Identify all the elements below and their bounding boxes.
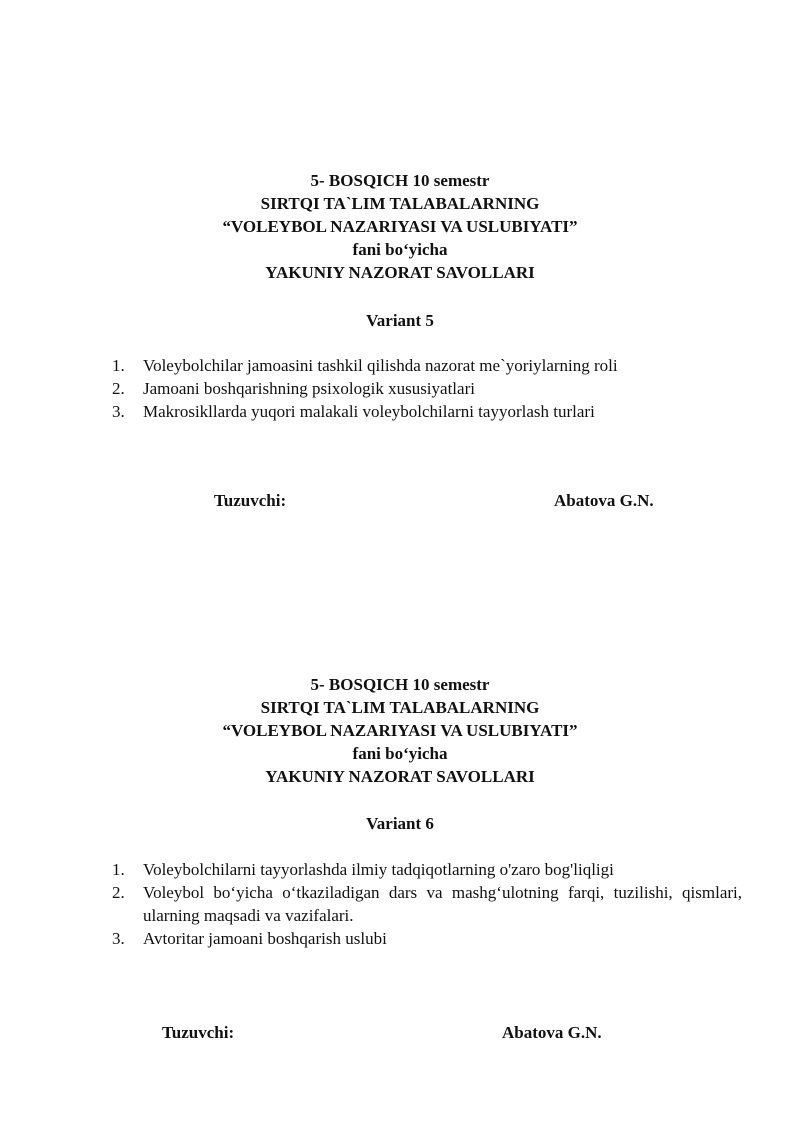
header-final-questions: YAKUNIY NAZORAT SAVOLLARI [265, 767, 535, 786]
question-text: Avtoritar jamoani boshqarish uslubi [143, 929, 387, 948]
variant-6-header [0, 673, 800, 788]
question-number: 2. [112, 379, 125, 398]
header-stage-semester: 5- BOSQICH 10 semestr [310, 171, 490, 190]
list-item [112, 377, 742, 400]
question-text: Jamoani boshqarishning psixologik xususiyatlari [143, 379, 475, 398]
question-number: 2. [112, 883, 125, 902]
question-text: Voleybolchilar jamoasini tashkil qilishda nazorat me`yoriylarning roli [143, 356, 618, 375]
list-item [112, 858, 742, 881]
variant-6-signature-label: Tuzuvchi: [162, 1023, 235, 1042]
header-students: SIRTQI TA`LIM TALABALARNING [260, 698, 540, 717]
variant-6-signature-name: Abatova G.N. [502, 1023, 602, 1042]
header-stage-semester: 5- BOSQICH 10 semestr [310, 675, 490, 694]
question-number: 3. [112, 929, 125, 948]
variant-5-header [0, 169, 800, 284]
list-item [112, 354, 742, 377]
variant-5-signature-label: Tuzuvchi: [214, 491, 287, 510]
variant-5-signature-name: Abatova G.N. [554, 491, 654, 510]
variant-6-question-list [112, 858, 742, 950]
header-subject: “VOLEYBOL NAZARIYASI VA USLUBIYATI” [222, 217, 578, 236]
list-item [112, 927, 742, 950]
question-text: Makrosikllarda yuqori malakali voleybolchilarni tayyorlash turlari [143, 402, 595, 421]
header-by-subject: fani bo‘yicha [352, 240, 448, 259]
question-text: Voleybol bo‘yicha o‘tkaziladigan dars va mashg‘ulotning farqi, tuzilishi, qismlari, ularning maqsadi va vazifalari. [143, 883, 742, 925]
list-item [112, 400, 742, 423]
variant-5-question-list [112, 354, 742, 423]
variant-6-title: Variant 6 [366, 814, 434, 833]
header-final-questions: YAKUNIY NAZORAT SAVOLLARI [265, 263, 535, 282]
header-by-subject: fani bo‘yicha [352, 744, 448, 763]
list-item [112, 881, 742, 927]
question-number: 3. [112, 402, 125, 421]
question-text: Voleybolchilarni tayyorlashda ilmiy tadqiqotlarning o'zaro bog'liqligi [143, 860, 614, 879]
variant-5-title: Variant 5 [366, 311, 434, 330]
header-students: SIRTQI TA`LIM TALABALARNING [260, 194, 540, 213]
question-number: 1. [112, 356, 125, 375]
header-subject: “VOLEYBOL NAZARIYASI VA USLUBIYATI” [222, 721, 578, 740]
question-number: 1. [112, 860, 125, 879]
